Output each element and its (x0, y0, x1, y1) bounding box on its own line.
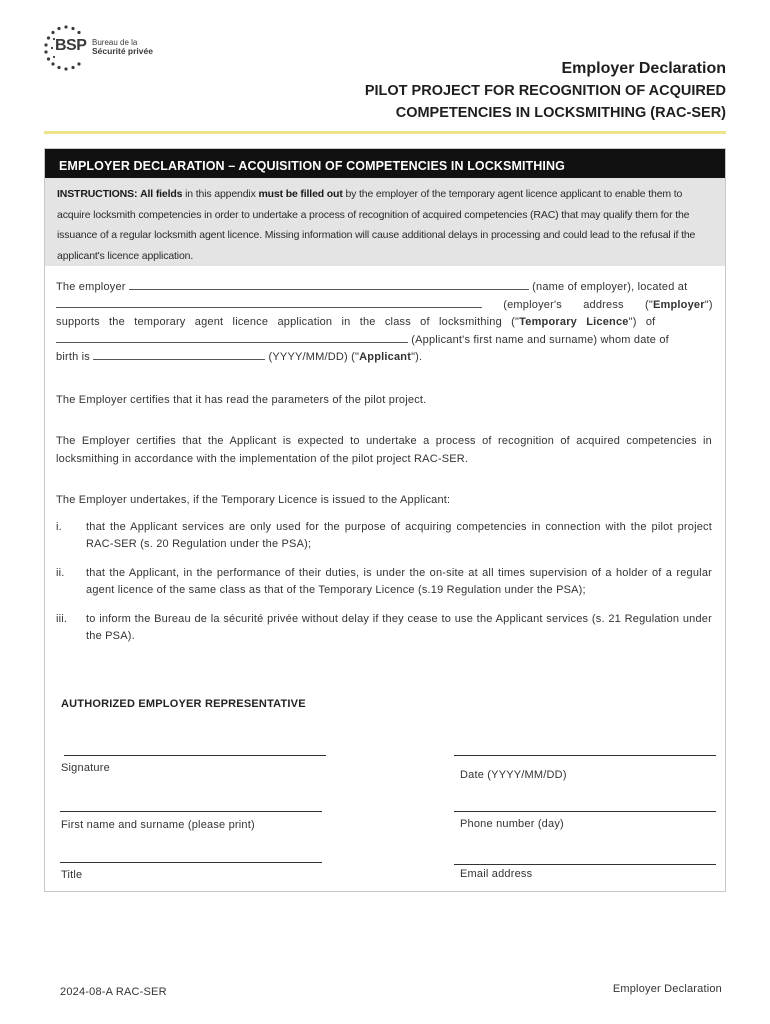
decl-applicant-term: Applicant (359, 351, 412, 363)
document-title: Employer Declaration (561, 60, 726, 77)
decl-text-d: ") (704, 298, 713, 311)
list-item-text: that the Applicant services are only used for the purpose of acquiring competencies in connection with the pilot project RAC-SER (s. 20 Regulation under the PSA); (86, 521, 712, 550)
authorized-representative-title: AUTHORIZED EMPLOYER REPRESENTATIVE (61, 698, 306, 710)
instructions-text1: in this appendix (182, 188, 259, 200)
date-field[interactable] (454, 755, 716, 756)
email-field[interactable] (454, 864, 716, 865)
date-label: Date (YYYY/MM/DD) (460, 769, 567, 781)
decl-text-j: "). (411, 351, 423, 363)
decl-text-e: supports the temporary agent licence application in the class of locksmithing (" (56, 316, 520, 328)
instructions-bold1: All fields (140, 188, 183, 200)
declaration-paragraph (56, 279, 712, 367)
list-item-number: i. (56, 521, 62, 533)
decl-text-g: (Applicant's first name and surname) whom date of (408, 333, 669, 346)
bsp-logo (42, 24, 172, 72)
full-name-label: First name and surname (please print) (61, 819, 255, 831)
employer-name-field[interactable] (129, 279, 529, 290)
decl-temp-licence-term: Temporary Licence (519, 316, 629, 328)
certify-parameters-text: The Employer certifies that it has read the parameters of the pilot project. (56, 394, 427, 406)
list-item-number: iii. (56, 613, 68, 625)
title-field[interactable] (60, 862, 322, 863)
email-label: Email address (460, 868, 533, 880)
full-name-field[interactable] (60, 811, 322, 812)
footer-document-name: Employer Declaration (612, 983, 722, 995)
phone-field[interactable] (454, 811, 716, 812)
instructions-label: INSTRUCTIONS: (57, 188, 138, 200)
logo-line1: Bureau de la (92, 38, 138, 47)
decl-employer-term: Employer (652, 298, 705, 311)
instructions-bold2: must be filled out (258, 188, 343, 200)
footer-form-code: 2024-08-A RAC-SER (60, 986, 167, 998)
logo-line2: Sécurité privée (92, 46, 153, 56)
list-item-text: to inform the Bureau de la sécurité privée without delay if they cease to use the Applicant services (s. 21 Regulation under the PSA). (86, 613, 712, 642)
list-item-text: that the Applicant, in the performance of their duties, is under the on-site at all times supervision of a holder of a regular agent licence of the same class as that of the Temporary Licence (s.19 Regulation under the PSA); (86, 567, 712, 596)
certify-recognition-text: The Employer certifies that the Applicant is expected to undertake a process of recognition of acquired competencies in locksmithing in accordance with the implementation of the pilot project RAC-SER. (56, 435, 712, 465)
phone-label: Phone number (day) (460, 818, 564, 830)
applicant-name-field[interactable] (56, 332, 408, 343)
instructions-text2: by the employer of the temporary agent licence applicant to enable them to acquire locksmith competencies in order to undertake a process of recognition of acquired competencies (RAC) that may qualify them for the issuance of a regular locksmith agent licence. Missing information will cause additional delays in processing and could lead to the refusal if the applicant's licence application. (57, 188, 696, 262)
decl-text-a: The employer (56, 281, 129, 293)
decl-text-i: (YYYY/MM/DD) (" (265, 351, 360, 363)
list-item-number: ii. (56, 567, 65, 579)
header-divider (44, 131, 726, 134)
signature-label: Signature (61, 762, 110, 774)
logo-abbr: BSP (55, 37, 87, 54)
document-subtitle-line1: PILOT PROJECT FOR RECOGNITION OF ACQUIRED (364, 83, 726, 99)
document-subtitle-line2: COMPETENCIES IN LOCKSMITHING (RAC-SER) (395, 105, 726, 121)
declaration-form (44, 148, 726, 892)
employer-address-field[interactable] (56, 297, 482, 308)
document-header (365, 58, 726, 124)
decl-text-h: birth is (56, 351, 94, 363)
signature-field[interactable] (64, 755, 326, 756)
instructions-box (45, 178, 725, 266)
decl-text-f: ") of (628, 316, 656, 328)
logo-text (92, 38, 153, 56)
decl-text-c: (employer's address (" (482, 298, 653, 311)
undertakes-text: The Employer undertakes, if the Temporary Licence is issued to the Applicant: (56, 494, 451, 506)
decl-text-b: (name of employer), located at (528, 281, 688, 293)
form-section-title: EMPLOYER DECLARATION – ACQUISITION OF COMPETENCIES IN LOCKSMITHING (45, 149, 725, 178)
birth-date-field[interactable] (93, 349, 265, 360)
title-label: Title (61, 869, 83, 881)
